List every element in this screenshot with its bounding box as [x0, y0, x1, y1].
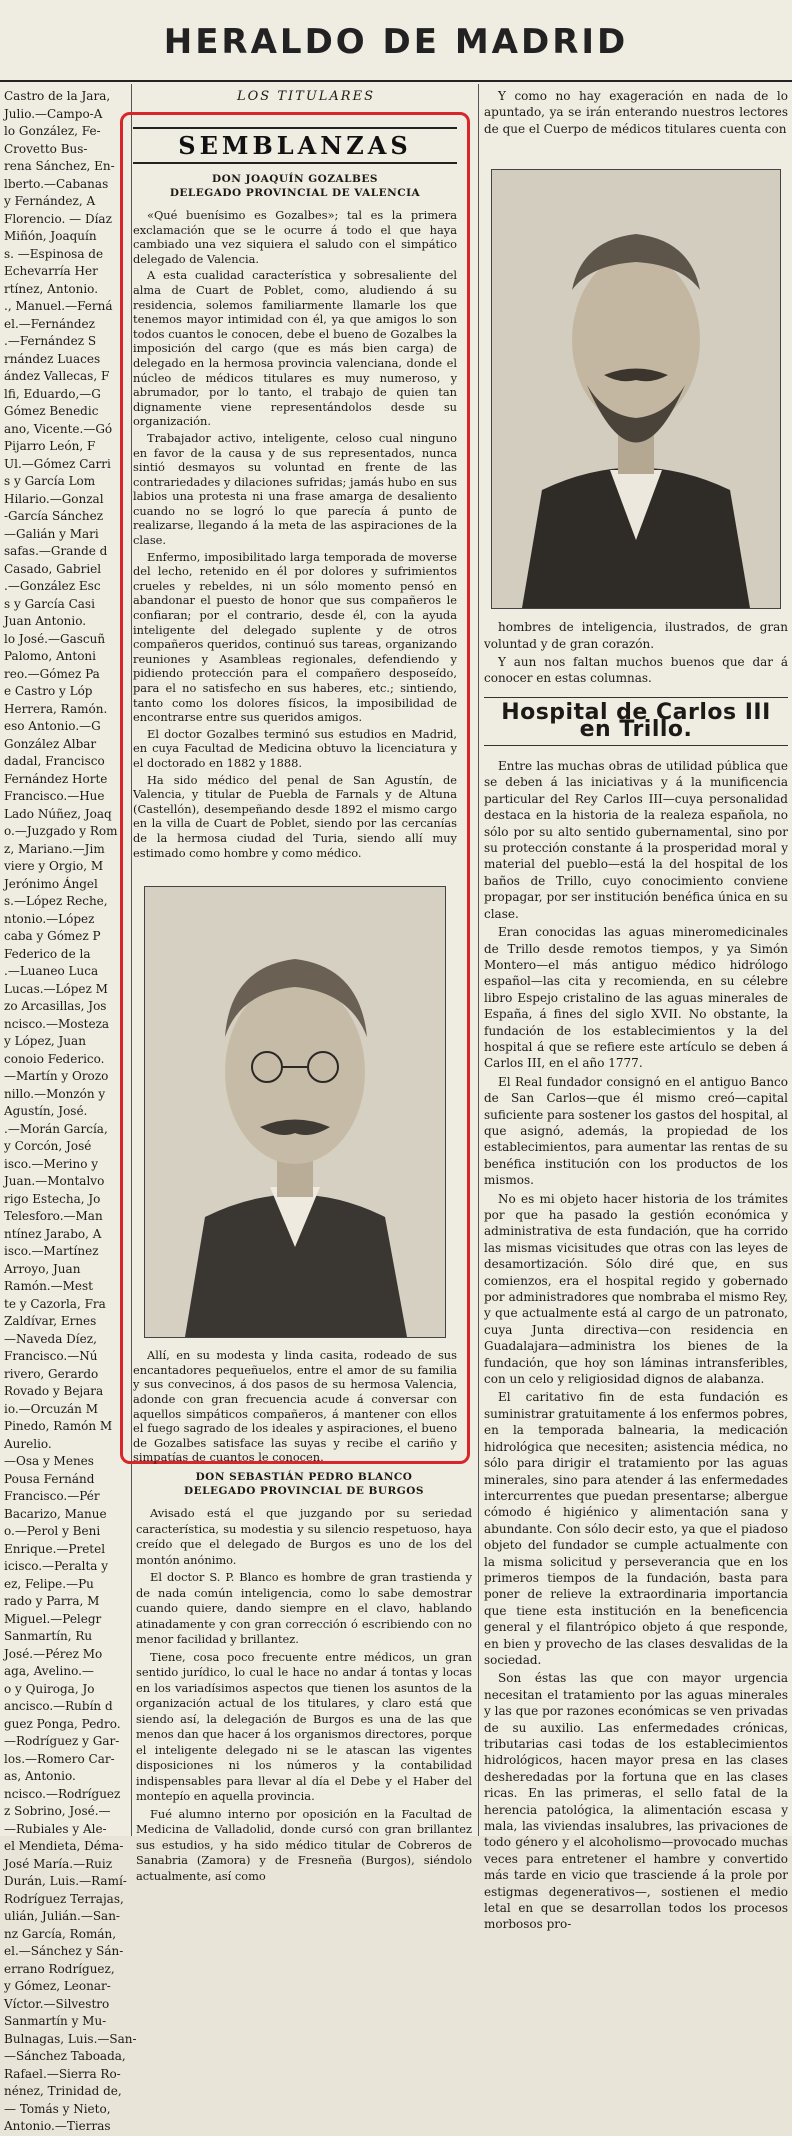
name-list-line: González Albar: [4, 736, 97, 751]
name-list-line: icisco.—Peralta y: [4, 1559, 109, 1573]
name-list-line: Gómez Benedic: [4, 404, 99, 418]
paragraph: Avisado está el que juzgando por su seriedad característica, su modestia y su silencio respetuoso, haya creído que el delegado de Burgos es uno de los del montón anónimo.: [136, 1506, 472, 1567]
name-list-line: Juan Antonio.: [4, 614, 87, 628]
name-list-line: Castro de la Jara,: [4, 89, 111, 103]
portrait-caption: Allí, en su modesta y linda casita, rodeado de sus encantadores pequeñuelos, entre el amor de su familia y sus convecinos, á dos pasos de su hermosa Valencia, adonde con gran frecuencia acude á conversar con aquellos simpáticos compañeros, á mantener con ellos el fuego sagrado de los ideales y aspiraciones, el bueno de Gozalbes satisface las suyas y recibe el cariño y simpatías de cuantos le conocen.: [133, 1348, 457, 1465]
subject-text: [136, 1506, 472, 1884]
name-list-line: —Osa y Menes: [4, 1454, 94, 1468]
name-list-line: Agustín, José.: [4, 1104, 88, 1118]
name-list-line: .—Luaneo Luca: [4, 964, 99, 978]
subject-role: DELEGADO PROVINCIAL DE BURGOS: [184, 1485, 424, 1497]
name-list-line: —Rodríguez y Gar-: [4, 1734, 120, 1748]
name-list-line: isco.—Martínez: [4, 1244, 99, 1258]
name-list-line: .—González Esc: [4, 579, 101, 593]
name-list-line: el.—Sánchez y Sán-: [4, 1944, 124, 1958]
name-list-line: ano, Vicente.—Gó: [4, 421, 113, 436]
name-list-line: eso Antonio.—G: [4, 719, 101, 733]
name-list-line: Francisco.—Hue: [4, 789, 105, 803]
name-list-line: —Rubiales y Ale-: [4, 1821, 107, 1836]
name-list-line: Palomo, Antoni: [4, 649, 96, 663]
name-list-line: viere y Orgio, M: [4, 859, 104, 873]
name-list-line: Miñón, Joaquín: [4, 229, 97, 243]
name-list-line: Federico de la: [4, 946, 91, 961]
name-list-line: Aurelio.: [4, 1436, 52, 1451]
name-list-line: el.—Fernández: [4, 316, 95, 331]
name-list-line: z, Mariano.—Jim: [4, 841, 105, 856]
name-list-line: José.—Pérez Mo: [4, 1646, 103, 1661]
name-list-line: Echevarría Her: [4, 264, 98, 278]
article-title: SEMBLANZAS: [133, 127, 457, 164]
name-list-line: Herrera, Ramón.: [4, 701, 108, 716]
name-list-line: lfi, Eduardo,—G: [4, 386, 101, 401]
paragraph: Tiene, cosa poco frecuente entre médicos, un gran sentido jurídico, lo cual le hace no andar á tontas y locas en los variadísimos aspectos que tienen los asuntos de la organización actual de los titulares, y claro está que siendo así, la delegación de Burgos es una de las que menos dan que hacer á los organismos directores, porque el inteligente delegado ni se le atascan las vigentes disposiciones ni los números y la contabilidad indispensables para llevar al día el Debe y el Haber del montepío en aquella provincia.: [136, 1649, 472, 1803]
name-list-line: ández Vallecas, F: [4, 369, 110, 383]
name-list-line: lo González, Fe-: [4, 124, 101, 138]
second-profile: [136, 1470, 472, 1886]
paragraph: El doctor S. P. Blanco es hombre de gran trastienda y de nada común inteligencia, como lo sabe demostrar cuando quiere, dando siempre en el clavo, hablando atinadamente y con gran corrección ó escribiendo con no menor facilidad y brillantez.: [136, 1570, 472, 1646]
subject-role: DELEGADO PROVINCIAL DE VALENCIA: [169, 187, 421, 199]
subject-name: DON JOAQUÍN GOZALBES: [211, 173, 378, 185]
paragraph: Eran conocidas las aguas mineromedicinales de Trillo desde remotos tiempos, y ya Simón Montero—el más antiguo médico hidrólogo español—las cita y recomienda, en su célebre libro Espejo cristalino de las aguas minerales de España, á fines del siglo XVII. No obstante, la fundación de los establecimientos y la del hospital á que se refiere este artículo se deben á Carlos III, en el año 1777.: [484, 925, 788, 1071]
name-list-line: Arroyo, Juan: [4, 1261, 81, 1276]
paragraph: Son éstas las que con mayor urgencia necesitan el tratamiento por las aguas minerales y las que por razones económicas se ven privadas de su auxilio. Las enfermedades crónicas, tributarias casi todas de los establecimientos hidrológicos, hacen mayor presa en las clases desheredadas por la fortuna que en las clases ricas. En las primeras, el sello fatal de la herencia patológica, la alimentación escasa y mala, las viviendas insalubres, las privaciones de todo género y el alcoholismo—provocado muchas veces para entretener el hambre y convertido más tarde en vicio que trasciende á la prole por estigmas degenerativos—, sostienen el medio letal en que se desarrollan todos los procesos morbosos pro-: [484, 1671, 788, 1932]
portrait-illustration: [492, 170, 780, 608]
paragraph: Entre las muchas obras de utilidad pública que se deben á las iniciativas y á la munificencia particular del Rey Carlos III—cuya personalidad destaca en la historia de la realeza española, no sólo por su alto sentido gubernamental, sino por su protección constante á la prosperidad moral y material del pueblo—está la del hospital de los baños de Trillo, cuyo conocimiento conviene propagar, por ser institución benéfica única en su clase.: [484, 759, 788, 921]
name-list-line: José María.—Ruiz: [4, 1856, 113, 1871]
paragraph: Trabajador activo, inteligente, celoso cual ninguno en favor de la causa y de sus representados, nunca sintió desmayos su voluntad en frente de las contrariedades y dilaciones sufridas; jamás hubo en sus labios una protesta ni una frase amarga de desaliento cuando no se logró lo que parecía á punto de realizarse, llegando á la meta de las aspiraciones de la clase.: [133, 430, 457, 548]
name-list-line: ncisco.—Rodríguez: [4, 1786, 121, 1801]
name-list-line: aga, Avelino.—: [4, 1664, 94, 1678]
name-list-line: s y García Casi: [4, 596, 95, 611]
name-list-line: —Naveda Díez,: [4, 1331, 97, 1346]
name-list-line: nz García, Román,: [4, 1926, 117, 1941]
subject-name: DON SEBASTIÁN PEDRO BLANCO: [195, 1471, 413, 1483]
name-list-line: Pijarro León, F: [4, 439, 96, 453]
name-list-line: io.—Orcuzán M: [4, 1401, 98, 1416]
right-column: [484, 88, 788, 1932]
name-list-line: ntonio.—López: [4, 911, 95, 926]
name-list-line: ntínez Jarabo, A: [4, 1226, 102, 1241]
intro-paragraph: Y como no hay exageración en nada de lo apuntado, ya se irán enterando nuestros lectores de que el Cuerpo de médicos titulares cuenta con: [484, 89, 788, 136]
name-list-line: .—Fernández S: [4, 334, 97, 348]
name-list-line: zo Arcasillas, Jos: [4, 999, 107, 1013]
name-list-line: Pousa Fernánd: [4, 1471, 95, 1486]
name-list-line: el Mendieta, Déma-: [4, 1839, 124, 1853]
name-list-line: te y Cazorla, Fra: [4, 1296, 106, 1311]
paragraph: hombres de inteligencia, ilustrados, de gran voluntad y de gran corazón.: [484, 620, 788, 651]
name-list-line: Julio.—Campo-A: [4, 106, 103, 121]
name-list-line: Bacarizo, Manue: [4, 1506, 107, 1521]
name-list-line: as, Antonio.: [4, 1769, 76, 1783]
name-list-line: y Fernández, A: [4, 194, 96, 208]
name-list-line: Rovado y Bejara: [4, 1384, 104, 1398]
name-list-line: Sanmartín, Ru: [4, 1629, 93, 1643]
name-list-line: s.—López Reche,: [4, 894, 108, 908]
name-list-line: Ramón.—Mest: [4, 1279, 93, 1293]
name-list-line: rivero, Gerardo: [4, 1366, 99, 1381]
name-list-line: Miguel.—Pelegr: [4, 1611, 102, 1626]
name-list-line: o y Quiroga, Jo: [4, 1681, 95, 1696]
name-list-line: Rafael.—Sierra Ro-: [4, 2066, 121, 2081]
name-list-line: Florencio. — Díaz: [4, 211, 112, 226]
portrait-illustration: [145, 887, 445, 1337]
section-label: LOS TITULARES: [237, 89, 375, 104]
newspaper-title: HERALDO DE MADRID: [163, 22, 629, 62]
name-list-line: nénez, Trinidad de,: [4, 2084, 122, 2098]
name-list-line: caba y Gómez P: [4, 929, 101, 943]
name-list-line: Hilario.—Gonzal: [4, 491, 104, 506]
name-list-line: ., Manuel.—Ferná: [4, 299, 113, 313]
name-list-line: Juan.—Montalvo: [4, 1174, 105, 1188]
subject-header: [133, 172, 457, 200]
name-list-line: z Sobrino, José.—: [4, 1804, 111, 1818]
name-list-line: Ul.—Gómez Carri: [4, 456, 111, 471]
name-list-line: s y García Lom: [4, 474, 96, 488]
column-rule: [478, 84, 479, 1836]
paragraph: Y aun nos faltan muchos buenos que dar á conocer en estas columnas.: [484, 655, 788, 686]
left-column-name-list: [4, 88, 137, 2136]
article-body: [484, 758, 788, 1933]
name-list-line: conoio Federico.: [4, 1051, 105, 1066]
name-list-line: guez Ponga, Pedro.: [4, 1716, 121, 1731]
name-list-line: Francisco.—Pér: [4, 1489, 100, 1503]
name-list-line: rena Sánchez, En-: [4, 159, 115, 173]
name-list-line: Lucas.—López M: [4, 981, 108, 996]
name-list-line: Zaldívar, Ernes: [4, 1314, 97, 1328]
name-list-line: Rodríguez Terrajas,: [4, 1891, 124, 1906]
name-list-line: o.—Juzgado y Rom: [4, 824, 118, 838]
name-list-line: ez, Felipe.—Pu: [4, 1576, 94, 1591]
portrait-photo: [491, 169, 781, 609]
name-list-line: Pinedo, Ramón M: [4, 1419, 113, 1433]
paragraph: No es mi objeto hacer historia de los trámites por que ha pasado la gestión económica y administrativa de esta fundación, que ha corrido las mismas vicisitudes que otras con las leyes de desamortización. Sólo diré que, en sus comienzos, era el hospital regido y gobernado por administradores que nombraba el mismo Rey, y que actualmente está al cargo de un patronato, cuya Junta directiva—con residencia en Guadalajara—administra los bienes de la fundación, que hoy son láminas intransferibles, con un celo y religiosidad dignos de alabanza.: [484, 1191, 788, 1387]
name-list-line: Lado Núñez, Joaq: [4, 806, 112, 821]
name-list-line: Víctor.—Silvestro: [4, 1996, 110, 2011]
name-list-line: y Corcón, José: [4, 1139, 92, 1153]
name-list-line: lo José.—Gascuñ: [4, 631, 106, 646]
name-list-line: Enrique.—Pretel: [4, 1541, 106, 1556]
paragraph: El caritativo fin de esta fundación es suministrar gratuitamente á los enfermos pobres, en la temporada balnearia, la medicación hidrológica que necesiten; asistencia médica, no sólo para dirigir el tratamiento por las aguas minerales, sino para atender á las enfermedades intercurrentes que puedan presentarse; albergue cómodo é higiénico y alimentación sana y abundante. Con sólo decir esto, ya que el piadoso objeto del fundador se cumple actualmente con la misma solicitud y perseverancia que en los primeros tiempos de la fundación, basta para poner de relieve la extraordinaria importancia que tiene esta institución en la beneficencia general y el filantrópico objeto á que responde, en bien y provecho de las clases desvalidas de la sociedad.: [484, 1390, 788, 1667]
name-list-line: Casado, Gabriel: [4, 561, 102, 576]
name-list-line: e Castro y Lóp: [4, 684, 93, 698]
highlighted-article-box: [120, 112, 470, 1464]
paragraph: Ha sido médico del penal de San Agustín, de Valencia, y titular de Puebla de Farnals y de Altuna (Castellón), desempeñando desde 1892 el mismo cargo en la villa de Cuart de Poblet, siendo por las cercanías de la hermosa ciudad del Turia, siendo allí muy estimado como hombre y como médico.: [133, 772, 457, 860]
name-list-line: -García Sánchez: [4, 509, 104, 523]
name-list-line: Crovetto Bus-: [4, 141, 88, 156]
name-list-line: isco.—Merino y: [4, 1156, 99, 1171]
name-list-line: rado y Parra, M: [4, 1594, 100, 1608]
subject-text: [133, 208, 457, 860]
name-list-line: y López, Juan: [4, 1034, 86, 1048]
name-list-line: Antonio.—Tierras: [4, 2119, 111, 2133]
paragraph: Enfermo, imposibilitado larga temporada de moverse del lecho, retenido en él por dolores y sufrimientos crueles y rebeldes, ni un sólo momento pensó en abandonar el puesto de honor que sus compañeros le confiaran; por el contrario, desde él, con la ayuda inteligente del delegado suplente y de otros compañeros queridos, continuó sus tareas, organizando reuniones y Asambleas regionales, defendiendo y pidiendo protección para el compañero desposeído, para el no satisfecho en sus haberes, etc.; sintiendo, tanto como los dolores físicos, la imposibilidad de encontrarse entre sus queridos amigos.: [133, 549, 457, 725]
name-list-line: rigo Estecha, Jo: [4, 1191, 101, 1206]
name-list-line: Durán, Luis.—Ramí-: [4, 1874, 127, 1888]
name-list-line: nillo.—Monzón y: [4, 1086, 106, 1101]
name-list-line: Francisco.—Nú: [4, 1349, 98, 1363]
name-list-line: lberto.—Cabanas: [4, 176, 109, 191]
paragraph: A esta cualidad característica y sobresaliente del alma de Cuart de Poblet, como, aludiendo á su residencia, solemos familiarmente llamarle los que tenemos mayor intimidad con él, ya que amigos lo son todos cuantos le conocen, debe el bueno de Gozalbes la imposición del cargo (que es más bien carga) de delegado en la hermosa provincia valenciana, donde el núcleo de médicos titulares es muy numeroso, y abrumador, por lo tanto, el trabajo de quien tan dignamente viene representándolos desde su organización.: [133, 268, 457, 429]
portrait-photo: [144, 886, 446, 1338]
name-list-line: dadal, Francisco: [4, 754, 105, 768]
name-list-line: —Martín y Orozo: [4, 1069, 109, 1083]
name-list-line: s. —Espinosa de: [4, 246, 104, 261]
name-list-line: Jerónimo Ángel: [4, 876, 98, 891]
masthead: [0, 0, 792, 82]
name-list-line: Bulnagas, Luis.—San-: [4, 2031, 137, 2046]
name-list-line: rnández Luaces: [4, 351, 101, 366]
name-list-line: —Galián y Mari: [4, 526, 99, 541]
name-list-line: Telesforo.—Man: [4, 1209, 103, 1223]
name-list-line: o.—Perol y Beni: [4, 1524, 101, 1538]
name-list-line: errano Rodríguez,: [4, 1961, 115, 1976]
paragraph: «Qué buenísimo es Gozalbes»; tal es la primera exclamación que se le ocurre á todo el que haya cambiado una vez siquiera el saludo con el simpático delegado de Valencia.: [133, 208, 457, 266]
name-list-line: .—Morán García,: [4, 1121, 108, 1136]
article-title: Hospital de Carlos III en Trillo.: [484, 697, 788, 746]
name-list-line: Sanmartín y Mu-: [4, 2014, 107, 2028]
name-list-line: ancisco.—Rubín d: [4, 1699, 113, 1713]
paragraph: Fué alumno interno por oposición en la Facultad de Medicina de Valladolid, donde cursó con gran brillantez sus estudios, y ha sido médico titular de Cobreros de Sanabria (Zamora) y de Fresneña (Burgos), siéndolo actualmente, así como: [136, 1806, 472, 1883]
after-portrait-text: [484, 619, 788, 687]
name-list-line: ulián, Julián.—San-: [4, 1909, 120, 1923]
name-list-line: reo.—Gómez Pa: [4, 666, 100, 681]
name-list-line: Fernández Horte: [4, 771, 108, 786]
paragraph: El Real fundador consignó en el antiguo Banco de San Carlos—que él mismo creó—capital suficiente para sostener los gastos del hospital, al que asignó, además, la propiedad de los establecimientos, para aumentar las rentas de su benéfica institución con los productos de los mismos.: [484, 1074, 788, 1188]
name-list-line: —Sánchez Taboada,: [4, 2049, 126, 2063]
name-list-line: rtínez, Antonio.: [4, 281, 99, 296]
subject-header: [136, 1470, 472, 1498]
name-list-line: los.—Romero Car-: [4, 1751, 115, 1766]
name-list-line: y Gómez, Leonar-: [4, 1979, 111, 1993]
name-list-line: ncisco.—Mosteza: [4, 1016, 110, 1031]
paragraph: El doctor Gozalbes terminó sus estudios en Madrid, en cuya Facultad de Medicina obtuvo la licenciatura y el doctorado en 1882 y 1888.: [133, 726, 457, 770]
name-list-line: — Tomás y Nieto,: [4, 2101, 111, 2116]
name-list-line: safas.—Grande d: [4, 544, 108, 558]
